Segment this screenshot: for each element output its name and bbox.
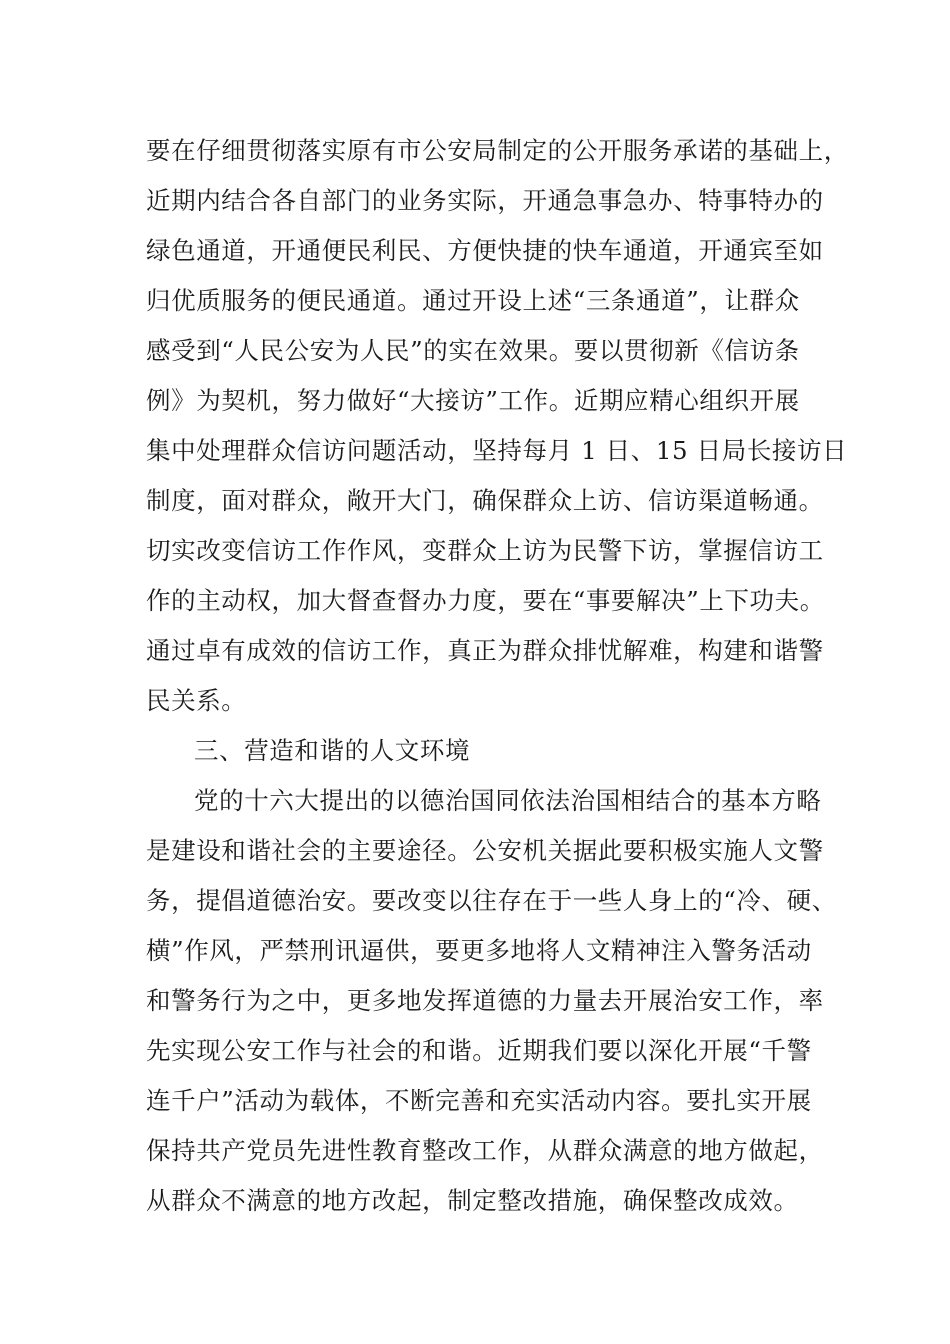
paragraph-1-line-9: 切实改变信访工作作风，变群众上访为民警下访，掌握信访工 (146, 536, 824, 565)
paragraph-1-line-7: 集中处理群众信访问题活动，坚持每月 1 日、15 日局长接访日 (146, 436, 848, 465)
paragraph-2-line-2: 是建设和谐社会的主要途径。公安机关据此要积极实施人文警 (146, 836, 824, 865)
section-heading: 三、营造和谐的人文环境 (194, 736, 471, 765)
paragraph-2-line-7: 连千户”活动为载体，不断完善和充实活动内容。要扎实开展 (146, 1086, 812, 1115)
paragraph-1-line-5: 感受到“人民公安为人民”的实在效果。要以贯彻新《信访条 (146, 336, 800, 365)
paragraph-2-line-9: 从群众不满意的地方改起，制定整改措施，确保整改成效。 (146, 1186, 799, 1215)
paragraph-1-line-8: 制度，面对群众，敞开大门，确保群众上访、信访渠道畅通。 (146, 486, 824, 515)
paragraph-1-line-3: 绿色通道，开通便民利民、方便快捷的快车通道，开通宾至如 (146, 236, 824, 265)
paragraph-1-line-2: 近期内结合各自部门的业务实际，开通急事急办、特事特办的 (146, 186, 824, 215)
paragraph-2-line-4: 横”作风，严禁刑讯逼供，要更多地将人文精神注入警务活动 (146, 936, 812, 965)
paragraph-2-line-1: 党的十六大提出的以德治国同依法治国相结合的基本方略 (194, 786, 822, 815)
paragraph-2-line-5: 和警务行为之中，更多地发挥道德的力量去开展治安工作，率 (146, 986, 824, 1015)
paragraph-2-line-8: 保持共产党员先进性教育整改工作，从群众满意的地方做起， (146, 1136, 824, 1165)
paragraph-1-line-12: 民关系。 (146, 686, 247, 715)
paragraph-1-line-1: 要在仔细贯彻落实原有市公安局制定的公开服务承诺的基础上， (146, 136, 849, 165)
paragraph-1-line-11: 通过卓有成效的信访工作，真正为群众排忧解难，构建和谐警 (146, 636, 824, 665)
paragraph-1-line-10: 作的主动权，加大督查督办力度，要在“事要解决”上下功夫。 (146, 586, 825, 615)
paragraph-2-line-6: 先实现公安工作与社会的和谐。近期我们要以深化开展“千警 (146, 1036, 812, 1065)
paragraph-1-line-4: 归优质服务的便民通道。通过开设上述“三条通道”，让群众 (146, 286, 800, 315)
paragraph-2-line-3: 务，提倡道德治安。要改变以往存在于一些人身上的“冷、硬、 (146, 886, 837, 915)
paragraph-1-line-6: 例》为契机，努力做好“大接访”工作。近期应精心组织开展 (146, 386, 800, 415)
